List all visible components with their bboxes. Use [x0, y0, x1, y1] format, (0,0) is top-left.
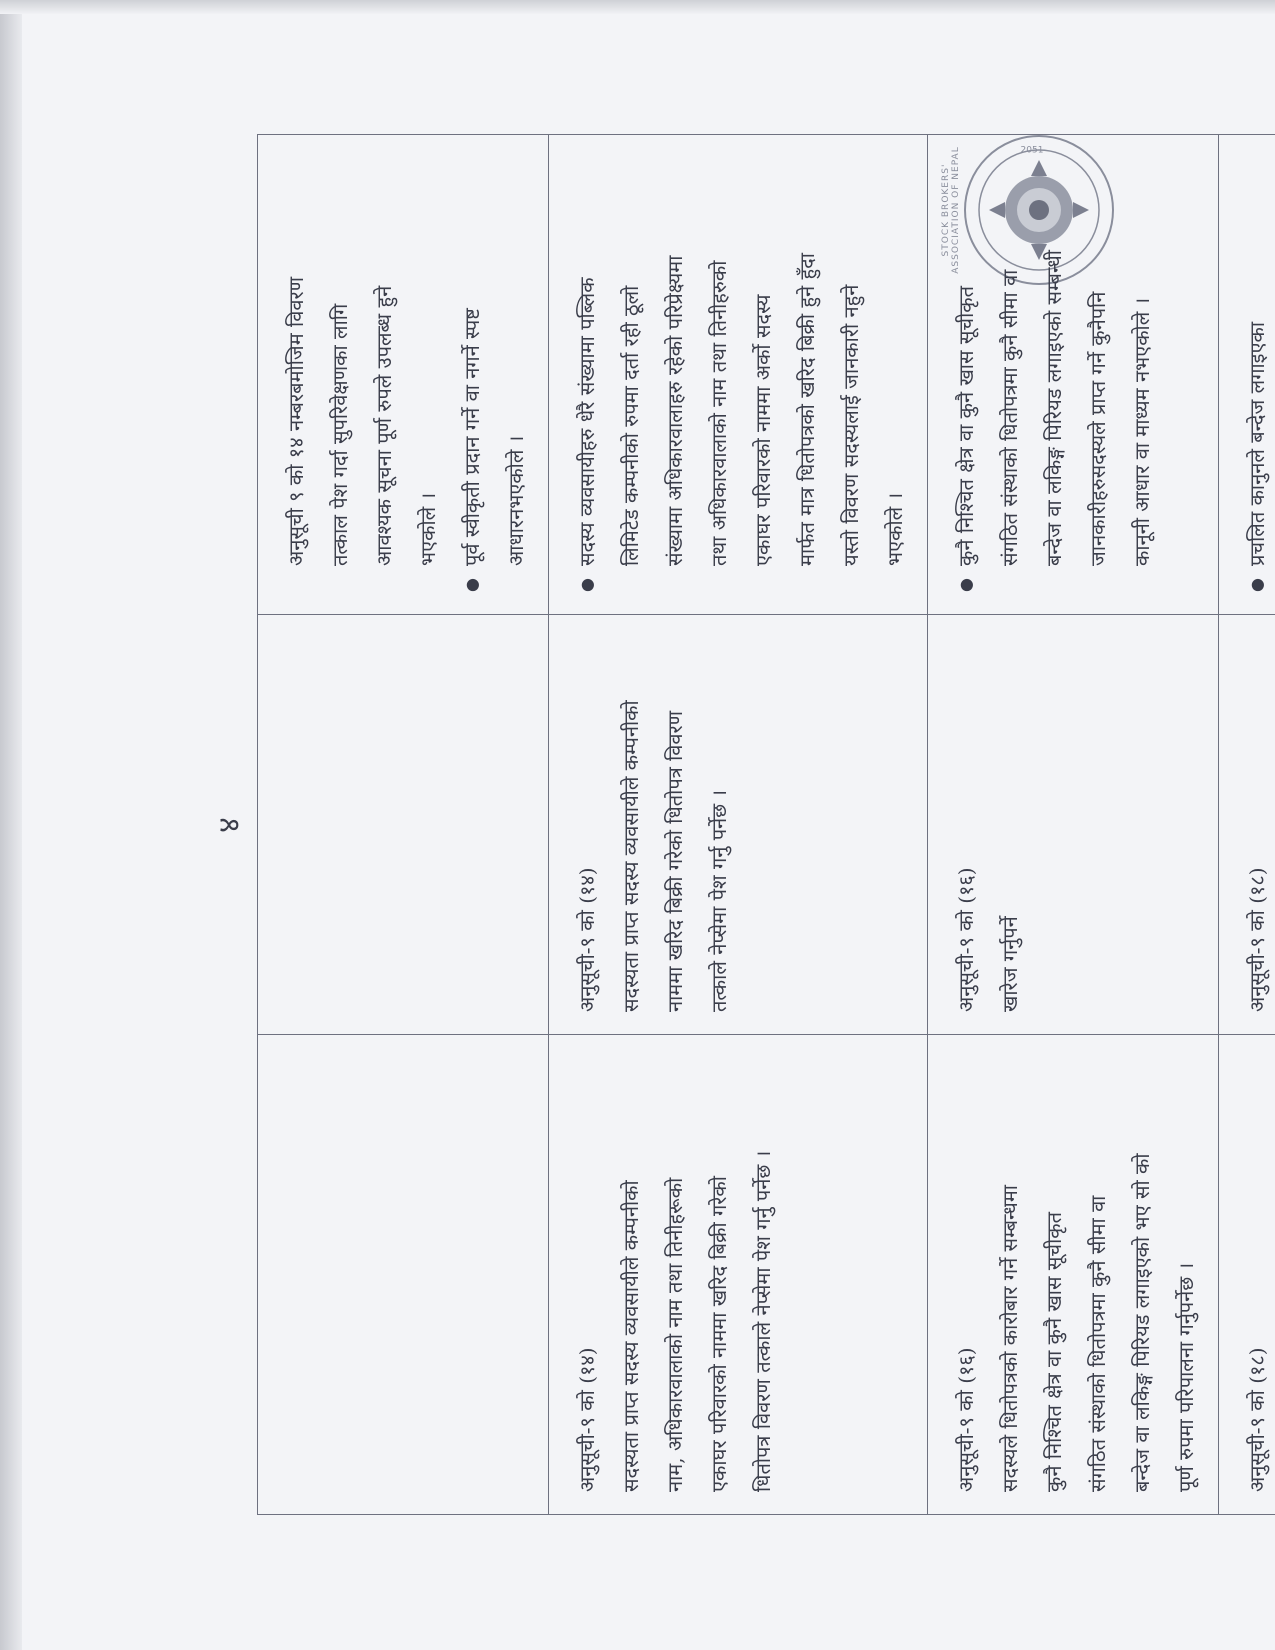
- cell-text-line: भएकोले ।: [416, 492, 440, 566]
- cell-proposed-provision: [549, 615, 928, 1035]
- cell-text-line: तत्काल पेश गर्दा सुपरिवेक्षणका लागि: [328, 303, 352, 566]
- cell-text-line: खारेज गर्नुपर्ने: [998, 916, 1022, 1012]
- cell-text-line: ● पूर्व स्वीकृती प्रदान गर्ने वा नगर्ने स्पष्ट: [460, 308, 484, 566]
- bullet-item: [450, 157, 538, 566]
- cell-text-line: [318, 637, 362, 1012]
- cell-text-line: तथा अधिकारवालाको नाम तथा तिनीहरुको: [707, 260, 731, 566]
- cell-text-line: अनुसूची-९ को (१८): [1245, 867, 1269, 1012]
- cell-text-line: नाममा खरिद बिक्री गरेको धितोपत्र विवरण: [663, 710, 687, 1012]
- cell-reason: [928, 135, 1219, 615]
- cell-text-line: एकाघर परिवारको नाममा अर्को सदस्य: [751, 294, 775, 566]
- cell-text-line: आधारनभएकोले ।: [504, 435, 528, 566]
- cell-text-line: अनुसूची-९ को (१६): [954, 867, 978, 1012]
- cell-text-line: अनुसूची ९ को १४ नम्बरबमोजिम विवरण: [284, 276, 308, 566]
- cell-text-line: कुनै निश्चित क्षेत्र वा कुनै खास सूचीकृत: [1042, 1211, 1066, 1492]
- bullet-item: [944, 157, 1164, 566]
- cell-text-line: अनुसूची-९ को (१६): [954, 1347, 978, 1492]
- cell-text-line: तत्काले नेप्सेमा पेश गर्नु पर्नेछ ।: [707, 789, 731, 1012]
- cell-text-line: कानूनी आधार वा माध्यम नभएकोले ।: [1130, 297, 1154, 566]
- cell-proposed-provision: [1219, 615, 1275, 1035]
- seal-name: STOCK BROKERS' ASSOCIATION OF NEPAL: [941, 146, 961, 274]
- table-row: [1219, 135, 1275, 1515]
- cell-reason: [549, 135, 928, 615]
- cell-text-line: [406, 1057, 450, 1492]
- cell-text-line: बन्देज वा लकिङ्ग पिरियड लगाइएको सम्बन्धी: [1042, 250, 1066, 566]
- cell-existing-provision: [258, 1035, 549, 1515]
- cell-text-line: जानकारीहरुसदस्यले प्राप्त गर्ने कुनैपनि: [1086, 291, 1110, 566]
- cell-text-line: लिमिटेड कम्पनीको रुपमा दर्ता रही ठूलो: [619, 285, 643, 566]
- cell-text-line: अनुसूची-९ को (१४): [575, 867, 599, 1012]
- cell-text-line: ● प्रचलित कानुनले बन्देज लगाइएका: [1245, 321, 1269, 566]
- reason-list: [274, 157, 538, 592]
- cell-text-line: नाम, अधिकारवालाको नाम तथा तिनीहरूको: [663, 1177, 687, 1492]
- cell-text-line: भएकोले ।: [883, 492, 907, 566]
- reason-list: [1235, 157, 1275, 592]
- cell-text-line: [274, 1057, 318, 1492]
- cell-text-line: एकाघर परिवारको नाममा खरिद बिक्री गरेको: [707, 1176, 731, 1492]
- cell-text-line: पूर्ण रुपमा परिपालना गर्नुपर्नेछ ।: [1174, 1262, 1198, 1492]
- cell-text-line: सदस्यले धितोपत्रको कारोबार गर्ने सम्बन्धमा: [998, 1185, 1022, 1492]
- bullet-item: [565, 157, 917, 566]
- document-sheet: [137, 135, 1269, 1515]
- continued-text: [274, 157, 450, 566]
- cell-text-line: [362, 637, 406, 1012]
- cell-text-line: [318, 1057, 362, 1492]
- reason-list: [944, 157, 1164, 592]
- cell-text-line: आवश्यक सूचना पूर्ण रुपले उपलब्ध हुने: [372, 285, 396, 566]
- cell-reason: [1219, 135, 1275, 615]
- cell-reason: [258, 135, 549, 615]
- bullet-item: [1235, 157, 1275, 566]
- cell-text-line: यस्तो विवरण सदस्यलाई जानकारी नहुने: [839, 284, 863, 566]
- amendment-table: [257, 134, 1275, 1515]
- cell-text-line: सदस्यता प्राप्त सदस्य व्यवसायीले कम्पनीको: [619, 1180, 643, 1492]
- cell-text-line: मार्फत मात्र धितोपत्रको खरिद बिक्री हुने हुँदा: [795, 253, 819, 566]
- cell-text-line: अनुसूची-९ को (१८): [1245, 1347, 1269, 1492]
- table-row: [549, 135, 928, 1515]
- table-row: [258, 135, 549, 1515]
- cell-proposed-provision: [258, 615, 549, 1035]
- table-row: [928, 135, 1219, 1515]
- cell-text-line: संगठित संस्थाको धितोपत्रमा कुनै सीमा वा: [1086, 1195, 1110, 1492]
- cell-text-line: ● कुनै निश्चित क्षेत्र वा कुनै खास सूचीकृत: [954, 285, 978, 566]
- reason-list: [565, 157, 917, 592]
- scan-shadow-edge: [0, 0, 22, 1650]
- scan-shadow-top: [0, 0, 1275, 14]
- page-number: ४: [212, 817, 247, 833]
- cell-text-line: अनुसूची-९ को (१४): [575, 1347, 599, 1492]
- cell-existing-provision: [549, 1035, 928, 1515]
- seal-year: 2051: [1020, 145, 1044, 156]
- cell-text-line: संख्यामा अधिकारवालाहरु रहेको परिप्रेक्ष्यमा: [663, 255, 687, 566]
- rotated-content: [117, 115, 1269, 1535]
- cell-existing-provision: [1219, 1035, 1275, 1515]
- cell-text-line: ● सदस्य व्यवसायीहरु धेरै संख्यामा पब्लिक: [575, 277, 599, 566]
- cell-text-line: [450, 1057, 494, 1492]
- cell-text-line: धितोपत्र विवरण तत्काले नेप्सेमा पेश गर्नु पर्नेछ ।: [751, 1150, 775, 1492]
- cell-text-line: [362, 1057, 406, 1492]
- cell-text-line: सदस्यता प्राप्त सदस्य व्यवसायीले कम्पनीको: [619, 700, 643, 1012]
- cell-text-line: संगठित संस्थाको धितोपत्रमा कुनै सीमा वा: [998, 269, 1022, 566]
- cell-text-line: [274, 637, 318, 1012]
- cell-existing-provision: [928, 1035, 1219, 1515]
- cell-proposed-provision: [928, 615, 1219, 1035]
- cell-text-line: बन्देज वा लकिङ्ग पिरियड लगाइएको भए सो को: [1130, 1153, 1154, 1492]
